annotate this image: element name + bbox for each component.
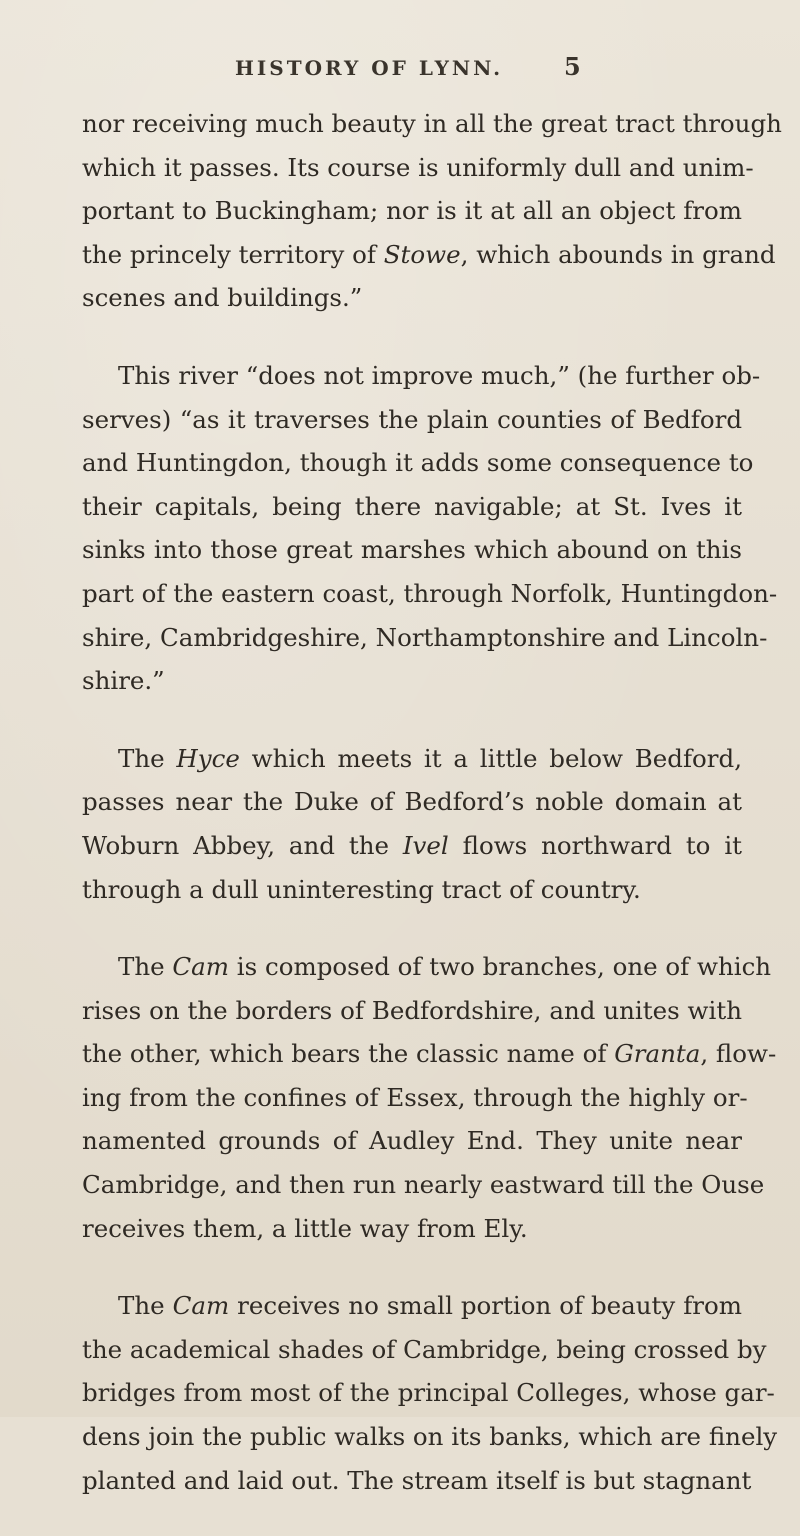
text-line: dens join the public walks on its banks, which are finely [82, 1422, 778, 1452]
text-line: the princely territory of Stowe, which abounds in grand [82, 239, 776, 269]
paragraph-1 [82, 102, 782, 320]
text-line: portant to Buckingham; nor is it at all an object from [82, 196, 742, 226]
text-line: The Hyce which meets it a little below Bedford, [118, 743, 742, 773]
text-line: receives them, a little way from Ely. [82, 1213, 528, 1243]
text-line: bridges from most of the principal Colleges, whose gar- [82, 1378, 775, 1408]
text-line: their capitals, being there navigable; at St. Ives it [82, 491, 742, 521]
paragraph-5 [82, 1284, 778, 1502]
paragraph-4 [82, 945, 777, 1250]
text-line: through a dull uninteresting tract of country. [82, 874, 641, 904]
paragraph-3 [82, 737, 742, 911]
running-title: HISTORY OF LYNN. [235, 56, 504, 80]
text-line: nor receiving much beauty in all the great tract through [82, 109, 782, 138]
text-line: and Huntingdon, though it adds some consequence to [82, 448, 754, 478]
text-line: Cambridge, and then run nearly eastward till the Ouse [82, 1170, 765, 1200]
page-number: 5 [564, 52, 581, 81]
text-line: This river “does not improve much,” (he further ob- [118, 360, 761, 390]
text-line: part of the eastern coast, through Norfolk, Huntingdon- [82, 578, 778, 608]
text-line: planted and laid out. The stream itself is but stagnant [82, 1465, 752, 1495]
text-line: shire, Cambridgeshire, Northamptonshire and Lincoln- [82, 622, 768, 652]
text-line: shire.” [82, 666, 165, 696]
text-line: ing from the confines of Essex, through the highly or- [82, 1082, 748, 1112]
text-line: The Cam receives no small portion of beauty from [118, 1291, 742, 1321]
text-line: Woburn Abbey, and the Ivel flows northward to it [82, 830, 742, 860]
text-line: the academical shades of Cambridge, being crossed by [82, 1334, 767, 1364]
text-line: scenes and buildings.” [82, 283, 363, 313]
text-line: namented grounds of Audley End. They unite near [82, 1126, 742, 1156]
text-line: sinks into those great marshes which abound on this [82, 535, 742, 565]
italic-name: Stowe [383, 239, 461, 269]
text-line: serves) “as it traverses the plain counties of Bedford [82, 404, 742, 434]
italic-name: Hyce [176, 743, 240, 773]
italic-name: Ivel [402, 830, 449, 860]
italic-name: Cam [172, 1291, 230, 1321]
text-line: rises on the borders of Bedfordshire, and unites with [82, 995, 742, 1025]
paragraph-2 [82, 354, 778, 703]
italic-name: Cam [172, 952, 230, 982]
italic-name: Granta [614, 1039, 701, 1069]
text-line: The Cam is composed of two branches, one of which [118, 952, 772, 982]
text-line: which it passes. Its course is uniformly dull and unim- [82, 152, 754, 182]
text-line: the other, which bears the classic name of Granta, flow- [82, 1039, 777, 1069]
body-text [82, 102, 782, 1536]
text-line: passes near the Duke of Bedford’s noble domain at [82, 787, 742, 817]
